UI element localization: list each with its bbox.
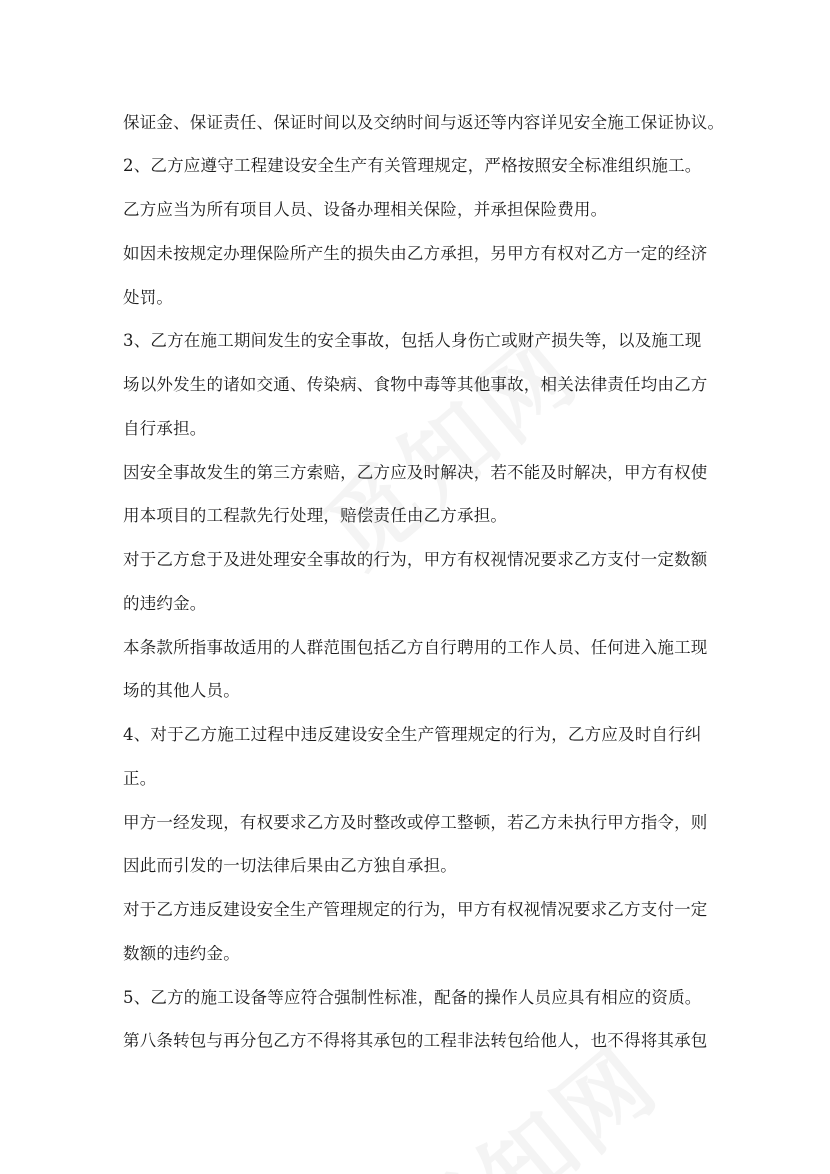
paragraph-line: 因此而引发的一切法律后果由乙方独自承担。: [123, 856, 457, 875]
paragraph-line: 2、乙方应遵守工程建设安全生产有关管理规定，严格按照安全标准组织施工。: [123, 156, 702, 175]
paragraph-line: 自行承担。: [123, 419, 207, 438]
paragraph-line: 因安全事故发生的第三方索赔，乙方应及时解决，若不能及时解决，甲方有权使: [123, 463, 708, 482]
paragraph-line: 甲方一经发现，有权要求乙方及时整改或停工整顿，若乙方未执行甲方指令，则: [123, 813, 708, 832]
paragraph-line: 处罚。: [123, 288, 174, 307]
paragraph-line: 如因未按规定办理保险所产生的损失由乙方承担，另甲方有权对乙方一定的经济: [123, 244, 708, 263]
paragraph-line: 第八条转包与再分包乙方不得将其承包的工程非法转包给他人，也不得将其承包: [123, 1031, 708, 1050]
paragraph-line: 乙方应当为所有项目人员、设备办理相关保险，并承担保险费用。: [123, 200, 608, 219]
paragraph-line: 的违约金。: [123, 594, 207, 613]
paragraph-line: 场以外发生的诸如交通、传染病、食物中毒等其他事故，相关法律责任均由乙方: [123, 375, 708, 394]
paragraph-line: 用本项目的工程款先行处理，赔偿责任由乙方承担。: [123, 506, 508, 525]
paragraph-line: 5、乙方的施工设备等应符合强制性标准，配备的操作人员应具有相应的资质。: [123, 988, 702, 1007]
paragraph-line: 4、对于乙方施工过程中违反建设安全生产管理规定的行为，乙方应及时自行纠: [123, 725, 702, 744]
paragraph-line: 正。: [123, 769, 157, 788]
paragraph-line: 保证金、保证责任、保证时间以及交纳时间与返还等内容详见安全施工保证协议。: [123, 113, 725, 132]
paragraph-line: 3、乙方在施工期间发生的安全事故，包括人身伤亡或财产损失等，以及施工现: [123, 331, 702, 350]
paragraph-line: 数额的违约金。: [123, 944, 240, 963]
paragraph-line: 本条款所指事故适用的人群范围包括乙方自行聘用的工作人员、任何进入施工现: [123, 638, 708, 657]
paragraph-line: 场的其他人员。: [123, 681, 240, 700]
paragraph-line: 对于乙方怠于及进处理安全事故的行为，甲方有权视情况要求乙方支付一定数额: [123, 550, 708, 569]
paragraph-line: 对于乙方违反建设安全生产管理规定的行为，甲方有权视情况要求乙方支付一定: [123, 900, 708, 919]
